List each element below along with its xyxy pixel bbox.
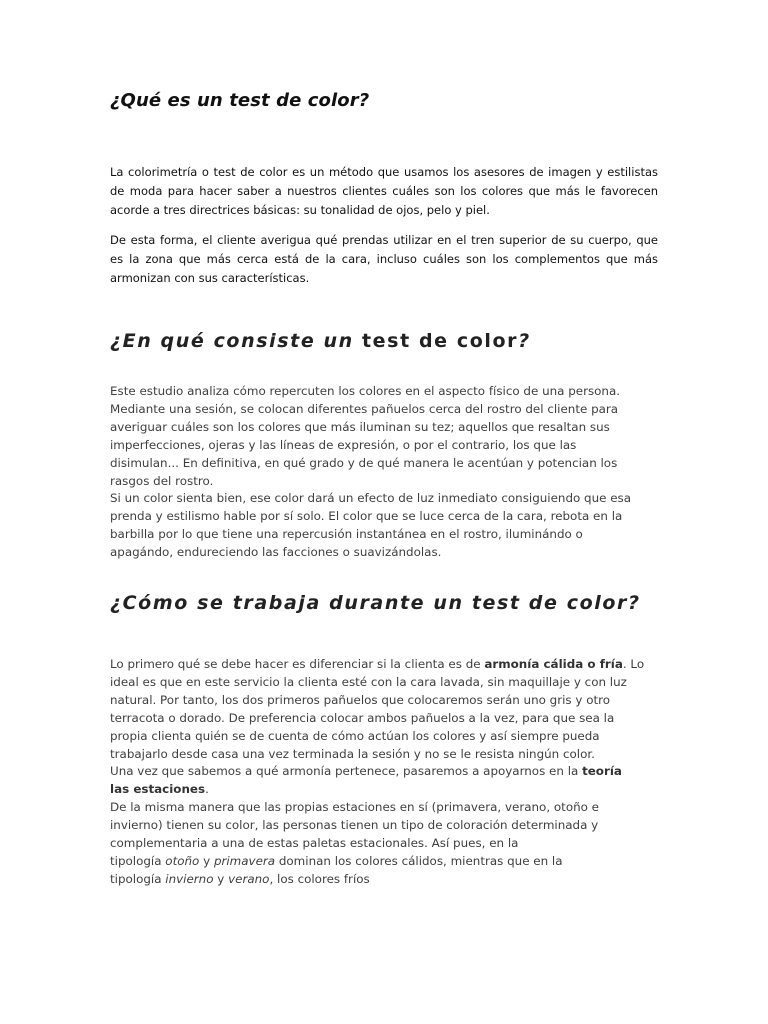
text-run: y [199, 853, 214, 868]
text-line: Si un color sienta bien, ese color dará un efecto de luz inmediato consiguiendo que esa [110, 491, 632, 506]
text-line [110, 763, 670, 781]
text-run: tipología [110, 871, 166, 886]
heading-italic-part: ¿En qué consiste un [110, 330, 362, 352]
text-line [110, 853, 670, 871]
heading-que-es: ¿Qué es un test de color? [110, 90, 370, 111]
bold-teoria: teoría [582, 764, 622, 779]
text-line [110, 781, 670, 799]
italic-invierno: invierno [165, 871, 214, 886]
heading-question-mark: ? [518, 330, 531, 352]
text-line: ideal es que en este servicio la clienta esté con la cara lavada, sin maquillaje y con luz [110, 674, 627, 689]
heading-como-se-trabaja: ¿Cómo se trabaja durante un test de color? [110, 592, 641, 614]
text-line: averiguar cuáles son los colores que más iluminan su tez; aquellos que resaltan sus [110, 419, 610, 434]
text-run: dominan los colores cálidos, mientras que en la [275, 853, 563, 868]
section-consiste-body [110, 383, 670, 562]
bold-estaciones: las estaciones [110, 782, 206, 797]
text-run: y [213, 871, 229, 886]
text-line: natural. Por tanto, los dos primeros pañuelos que colocaremos serán uno gris y otro [110, 692, 611, 707]
italic-primavera: primavera [213, 853, 276, 868]
text-line: complementaria a una de estas paletas estacionales. Así pues, en la [110, 836, 519, 851]
text-line: trabajarlo desde casa una vez terminada la sesión y no se le resista ningún color. [110, 746, 595, 761]
text-line: barbilla por lo que tiene una repercusión instantánea en el rostro, iluminándo o [110, 527, 583, 542]
text-line: Mediante una sesión, se colocan diferentes pañuelos cerca del rostro del cliente para [110, 401, 619, 416]
text-line: propia clienta quién se de cuenta de cómo actúan los colores y así siempre pueda [110, 728, 600, 743]
text-line: disimulan... En definitiva, en qué grado y de qué manera le acentúan y potencian los [110, 455, 618, 470]
paragraph-intro-2: De esta forma, el cliente averigua qué prendas utilizar en el tren superior de su cuerpo, que es la zona que más cerca está de la cara, incluso cuáles son los complementos que más armonizan con sus características. [110, 233, 658, 285]
text-run: . [205, 782, 209, 797]
text-line [110, 871, 670, 889]
text-run: . Lo [622, 657, 645, 671]
text-line: apagándo, endureciendo las facciones o suavizándolas. [110, 545, 442, 560]
text-run: , los colores fríos [269, 871, 370, 886]
section-como-body [110, 656, 670, 889]
bold-armonia: armonía cálida o fría [484, 657, 623, 671]
text-line [110, 656, 670, 674]
text-line: prenda y estilismo hable por sí solo. El color que se luce cerca de la cara, rebota en la [110, 509, 623, 524]
heading-upright-part: test de color [362, 330, 519, 352]
heading-en-que-consiste [110, 330, 531, 352]
text-line: Este estudio analiza cómo repercuten los colores en el aspecto físico de una persona. [110, 384, 621, 398]
text-line: invierno) tienen su color, las personas tienen un tipo de coloración determinada y [110, 818, 599, 833]
text-line: terracota o dorado. De preferencia colocar ambos pañuelos a la vez, para que sea la [110, 710, 615, 725]
paragraph-intro: La colorimetría o test de color es un método que usamos los asesores de imagen y estilistas de moda para hacer saber a nuestros clientes cuáles son los colores que más le favorecen acorde a tres directrices básicas: su tonalidad de ojos, pelo y piel. [110, 165, 658, 217]
text-run: Lo primero qué se debe hacer es diferenciar si la clienta es de [110, 657, 485, 671]
text-line: rasgos del rostro. [110, 473, 214, 488]
text-run: Una vez que sabemos a qué armonía pertenece, pasaremos a apoyarnos en la [110, 764, 583, 779]
text-line: De la misma manera que las propias estaciones en sí (primavera, verano, otoño e [110, 800, 599, 815]
italic-verano: verano [228, 871, 270, 886]
text-run: tipología [110, 853, 166, 868]
text-line: imperfecciones, ojeras y las líneas de expresión, o por el contrario, los que las [110, 437, 577, 452]
italic-otono: otoño [165, 853, 200, 868]
